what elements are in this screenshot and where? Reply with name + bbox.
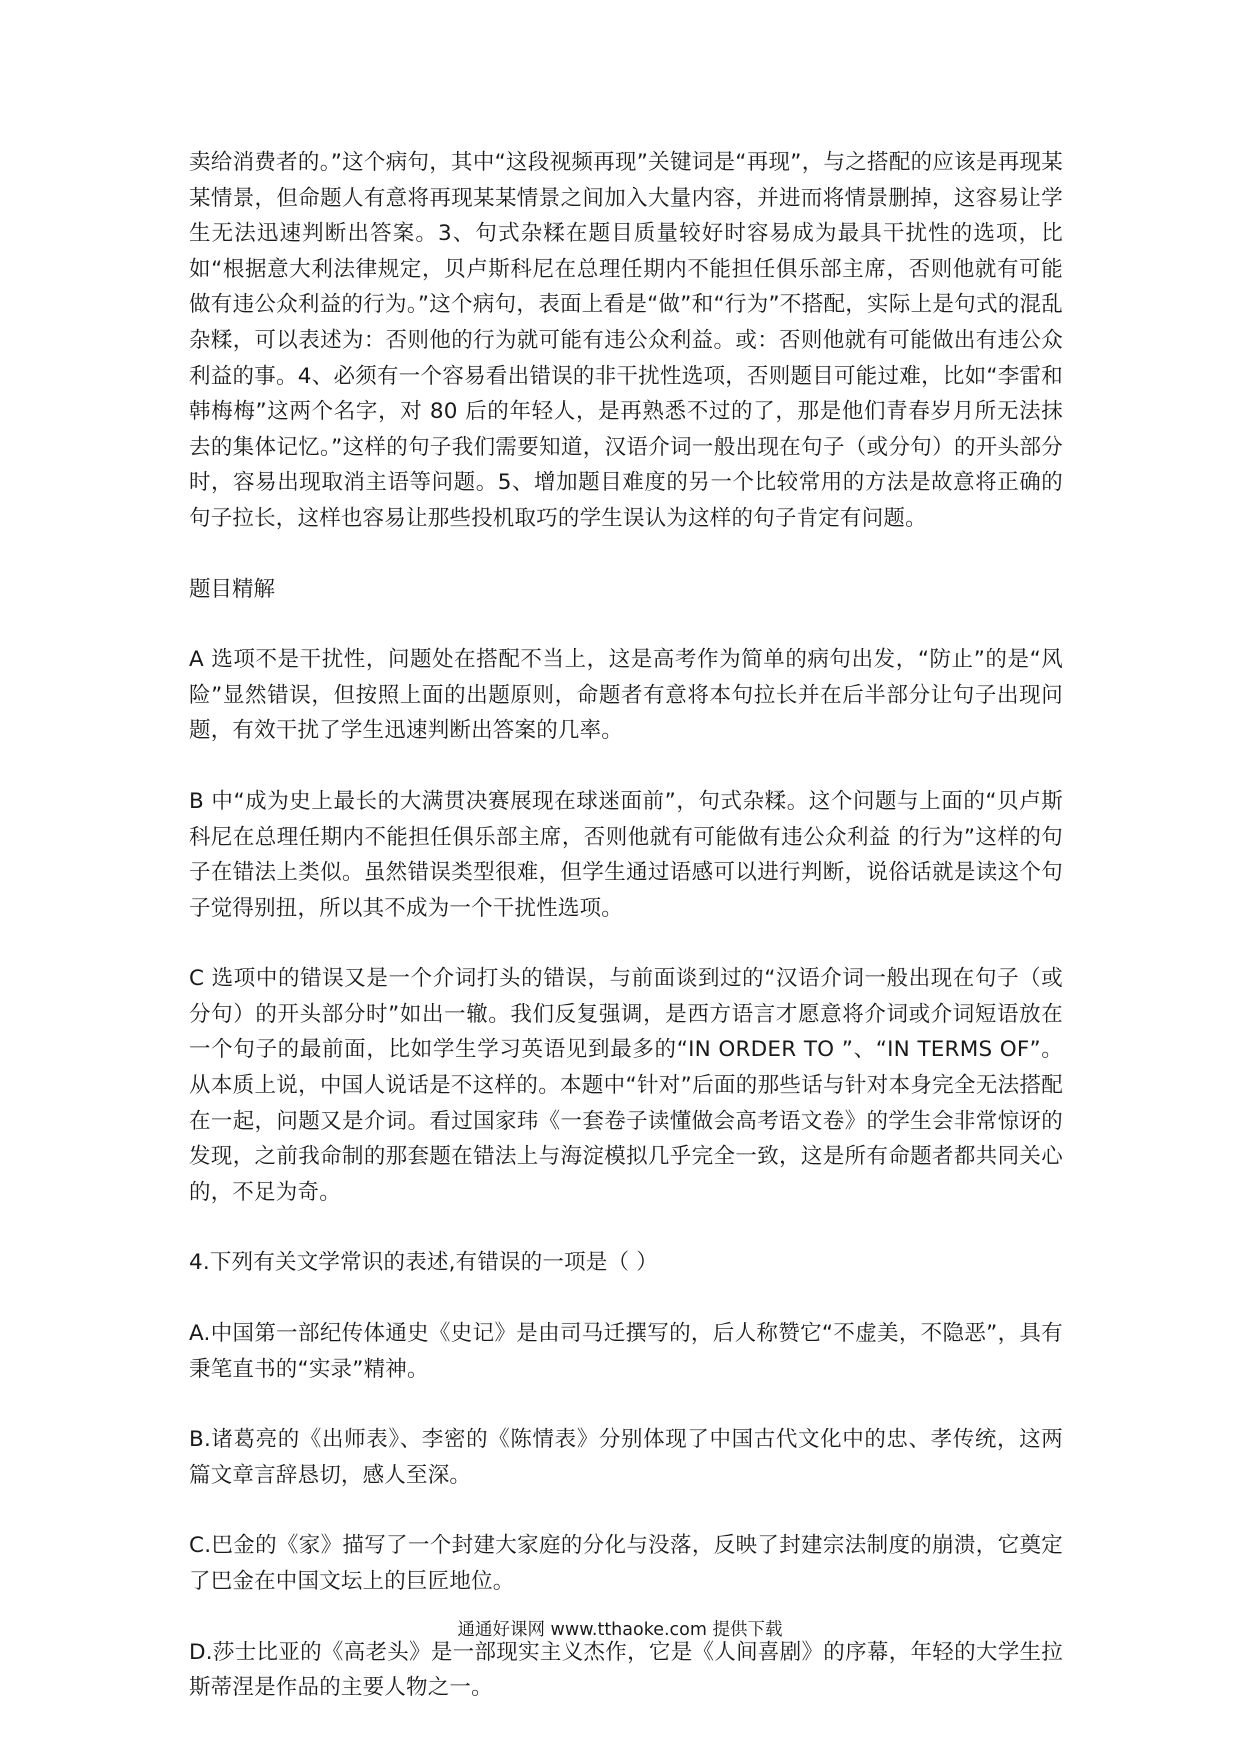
paragraph-analysis: 卖给消费者的。”这个病句，其中“这段视频再现”关键词是“再现”，与之搭配的应该是再现某某情景，但命题人有意将再现某某情景之间加入大量内容，并进而将情景删掉，这容易让学生无法迅速判断出答案。3、句式杂糅在题目质量较好时容易成为最具干扰性的选项，比如“根据意大利法律规定，贝卢斯科尼在总理任期内不能担任俱乐部主席，否则他就有可能做有违公众利益的行为。”这个病句，表面上看是“做”和“行为”不搭配，实际上是句式的混乱杂糅，可以表述为：否则他的行为就可能有违公众利益。或：否则他就有可能做出有违公众利益的事。4、必须有一个容易看出错误的非干扰性选项，否则题目可能过难，比如“李雷和韩梅梅”这两个名字，对 80 后的年轻人，是再熟悉不过的了，那是他们青春岁月所无法抹去的集体记忆。”这样的句子我们需要知道，汉语介词一般出现在句子（或分句）的开头部分时，容易出现取消主语等问题。5、增加题目难度的另一个比较常用的方法是故意将正确的句子拉长，这样也容易让那些投机取巧的学生误认为这样的句子肯定有问题。 bbox=[189, 150, 1063, 531]
section-heading: 题目精解 bbox=[189, 576, 276, 602]
paragraph-option-c-explanation: C 选项中的错误又是一个介词打头的错误，与前面谈到过的“汉语介词一般出现在句子（或分句）的开头部分时”如出一辙。我们反复强调，是西方语言才愿意将介词或介词短语放在一个句子的最前面，比如学生学习英语见到最多的“IN ORDER TO ”、“IN TERMS OF”。从本质上说，中国人说话是不这样的。本题中“针对”后面的那些话与针对本身完全无法搭配在一起，问题又是介词。看过国家玮《一套卷子读懂做会高考语文卷》的学生会非常惊讶的发现，之前我命制的那套题在错法上与海淀模拟几乎完全一致，这是所有命题者都共同关心的，不足为奇。 bbox=[189, 966, 1063, 1205]
paragraph-option-a-explanation: A 选项不是干扰性，问题处在搭配不当上，这是高考作为简单的病句出发，“防止”的是“风险”显然错误，但按照上面的出题原则，命题者有意将本句拉长并在后半部分让句子出现问题，有效干扰了学生迅速判断出答案的几率。 bbox=[189, 647, 1063, 744]
question-4-option-c: C.巴金的《家》描写了一个封建大家庭的分化与没落，反映了封建宗法制度的崩溃，它奠定了巴金在中国文坛上的巨匠地位。 bbox=[189, 1533, 1063, 1594]
page-footer: 通通好课网 www.tthaoke.com 提供下载 bbox=[457, 1620, 783, 1640]
question-4-option-d: D.莎士比亚的《高老头》是一部现实主义杰作，它是《人间喜剧》的序幕，年轻的大学生拉斯蒂涅是作品的主要人物之一。 bbox=[189, 1639, 1063, 1701]
question-4-option-a: A.中国第一部纪传体通史《史记》是由司马迁撰写的，后人称赞它“不虚美，不隐恶”，具有秉笔直书的“实录”精神。 bbox=[189, 1321, 1063, 1382]
question-4-option-b: B.诸葛亮的《出师表》、李密的《陈情表》分别体现了中国古代文化中的忠、孝传统，这两篇文章言辞恳切，感人至深。 bbox=[189, 1427, 1063, 1488]
document-body bbox=[189, 145, 1063, 1706]
paragraph-option-b-explanation: B 中“成为史上最长的大满贯决赛展现在球迷面前”，句式杂糅。这个问题与上面的“贝卢斯科尼在总理任期内不能担任俱乐部主席，否则他就有可能做有违公众利益 的行为”这样的句子在错法上类似。虽然错误类型很难，但学生通过语感可以进行判断，说俗话就是读这个句子觉得别扭，所以其不成为一个干扰性选项。 bbox=[189, 788, 1063, 921]
question-4-stem: 4.下列有关文学常识的表述,有错误的一项是（ ） bbox=[189, 1250, 658, 1276]
